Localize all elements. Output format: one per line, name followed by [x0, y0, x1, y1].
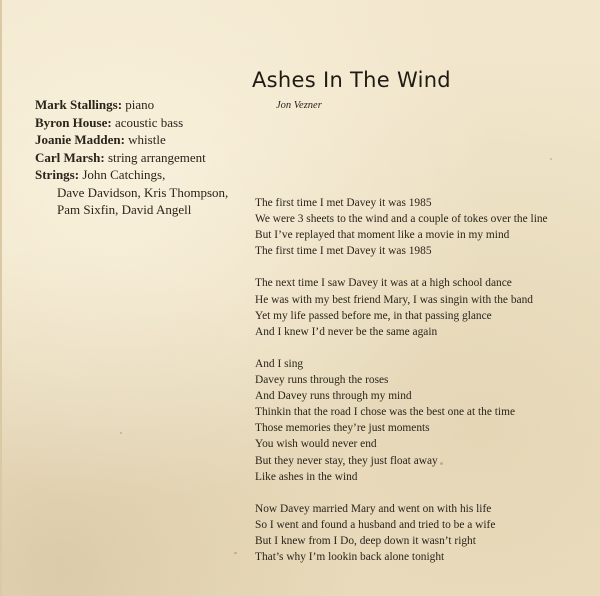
credit-name: Joanie Madden:: [35, 132, 125, 147]
song-author: Jon Vezner: [276, 100, 322, 111]
lyrics: [255, 195, 548, 581]
lyric-line: Those memories they’re just moments: [255, 422, 430, 435]
strings-continued-line: Dave Davidson, Kris Thompson,: [57, 184, 229, 200]
lyric-line: And I sing: [255, 357, 304, 370]
credit-role: whistle: [124, 132, 166, 147]
credit-name: Carl Marsh:: [35, 149, 105, 165]
lyric-line: Davey runs through the roses: [255, 374, 389, 387]
credit-row: [35, 96, 228, 114]
lyric-line: He was with my best friend Mary, I was singin with the band: [255, 293, 533, 306]
credit-role: John Catchings,: [79, 167, 166, 182]
credit-role: acoustic bass: [111, 114, 184, 130]
chorus: [255, 356, 548, 485]
lyric-line: Yet my life passed before me, in that passing glance: [255, 309, 492, 322]
lyric-line: That’s why I’m lookin back alone tonight: [255, 551, 445, 564]
musician-credits: [35, 96, 228, 219]
lyric-line: You wish would never end: [255, 438, 377, 451]
credit-role: piano: [122, 97, 155, 112]
paper-speck: [550, 158, 552, 160]
lyric-line: And Davey runs through my mind: [255, 390, 412, 403]
lyric-line: The first time I met Davey it was 1985: [255, 245, 432, 258]
lyric-line: But I knew from I Do, deep down it wasn’t right: [255, 534, 476, 547]
credit-name: Mark Stallings:: [35, 97, 123, 112]
credit-row: [35, 149, 228, 167]
strings-continued-line: Pam Sixfin, David Angell: [57, 202, 192, 217]
lyric-line: Like ashes in the wind: [255, 470, 358, 483]
paper-speck: [234, 552, 237, 554]
lyric-line: And I knew I’d never be the same again: [255, 325, 438, 338]
lyric-line: The first time I met Davey it was 1985: [255, 197, 432, 209]
lyric-line: The next time I saw Davey it was at a high school dance: [255, 277, 512, 290]
lyric-line: But I’ve replayed that moment like a movie in my mind: [255, 229, 510, 242]
verse-3: [255, 501, 548, 565]
paper-speck: [120, 432, 122, 434]
lyric-line: Thinkin that the road I chose was the best one at the time: [255, 406, 516, 419]
credit-name: Byron House:: [35, 114, 112, 130]
lyric-line: But they never stay, they just float away: [255, 454, 438, 467]
credit-row: [35, 114, 228, 132]
lyric-line: We were 3 sheets to the wind and a couple of tokes over the line: [255, 213, 548, 226]
credit-row: [35, 131, 228, 149]
lyric-line: So I went and found a husband and tried to be a wife: [255, 518, 496, 531]
lyric-line: Now Davey married Mary and went on with his life: [255, 502, 492, 515]
verse-2: [255, 275, 548, 339]
verse-1: [255, 195, 548, 259]
credit-role: string arrangement: [104, 149, 206, 165]
song-title: Ashes In The Wind: [252, 68, 451, 92]
credit-name: Strings:: [35, 167, 80, 182]
credit-row: [35, 166, 228, 184]
